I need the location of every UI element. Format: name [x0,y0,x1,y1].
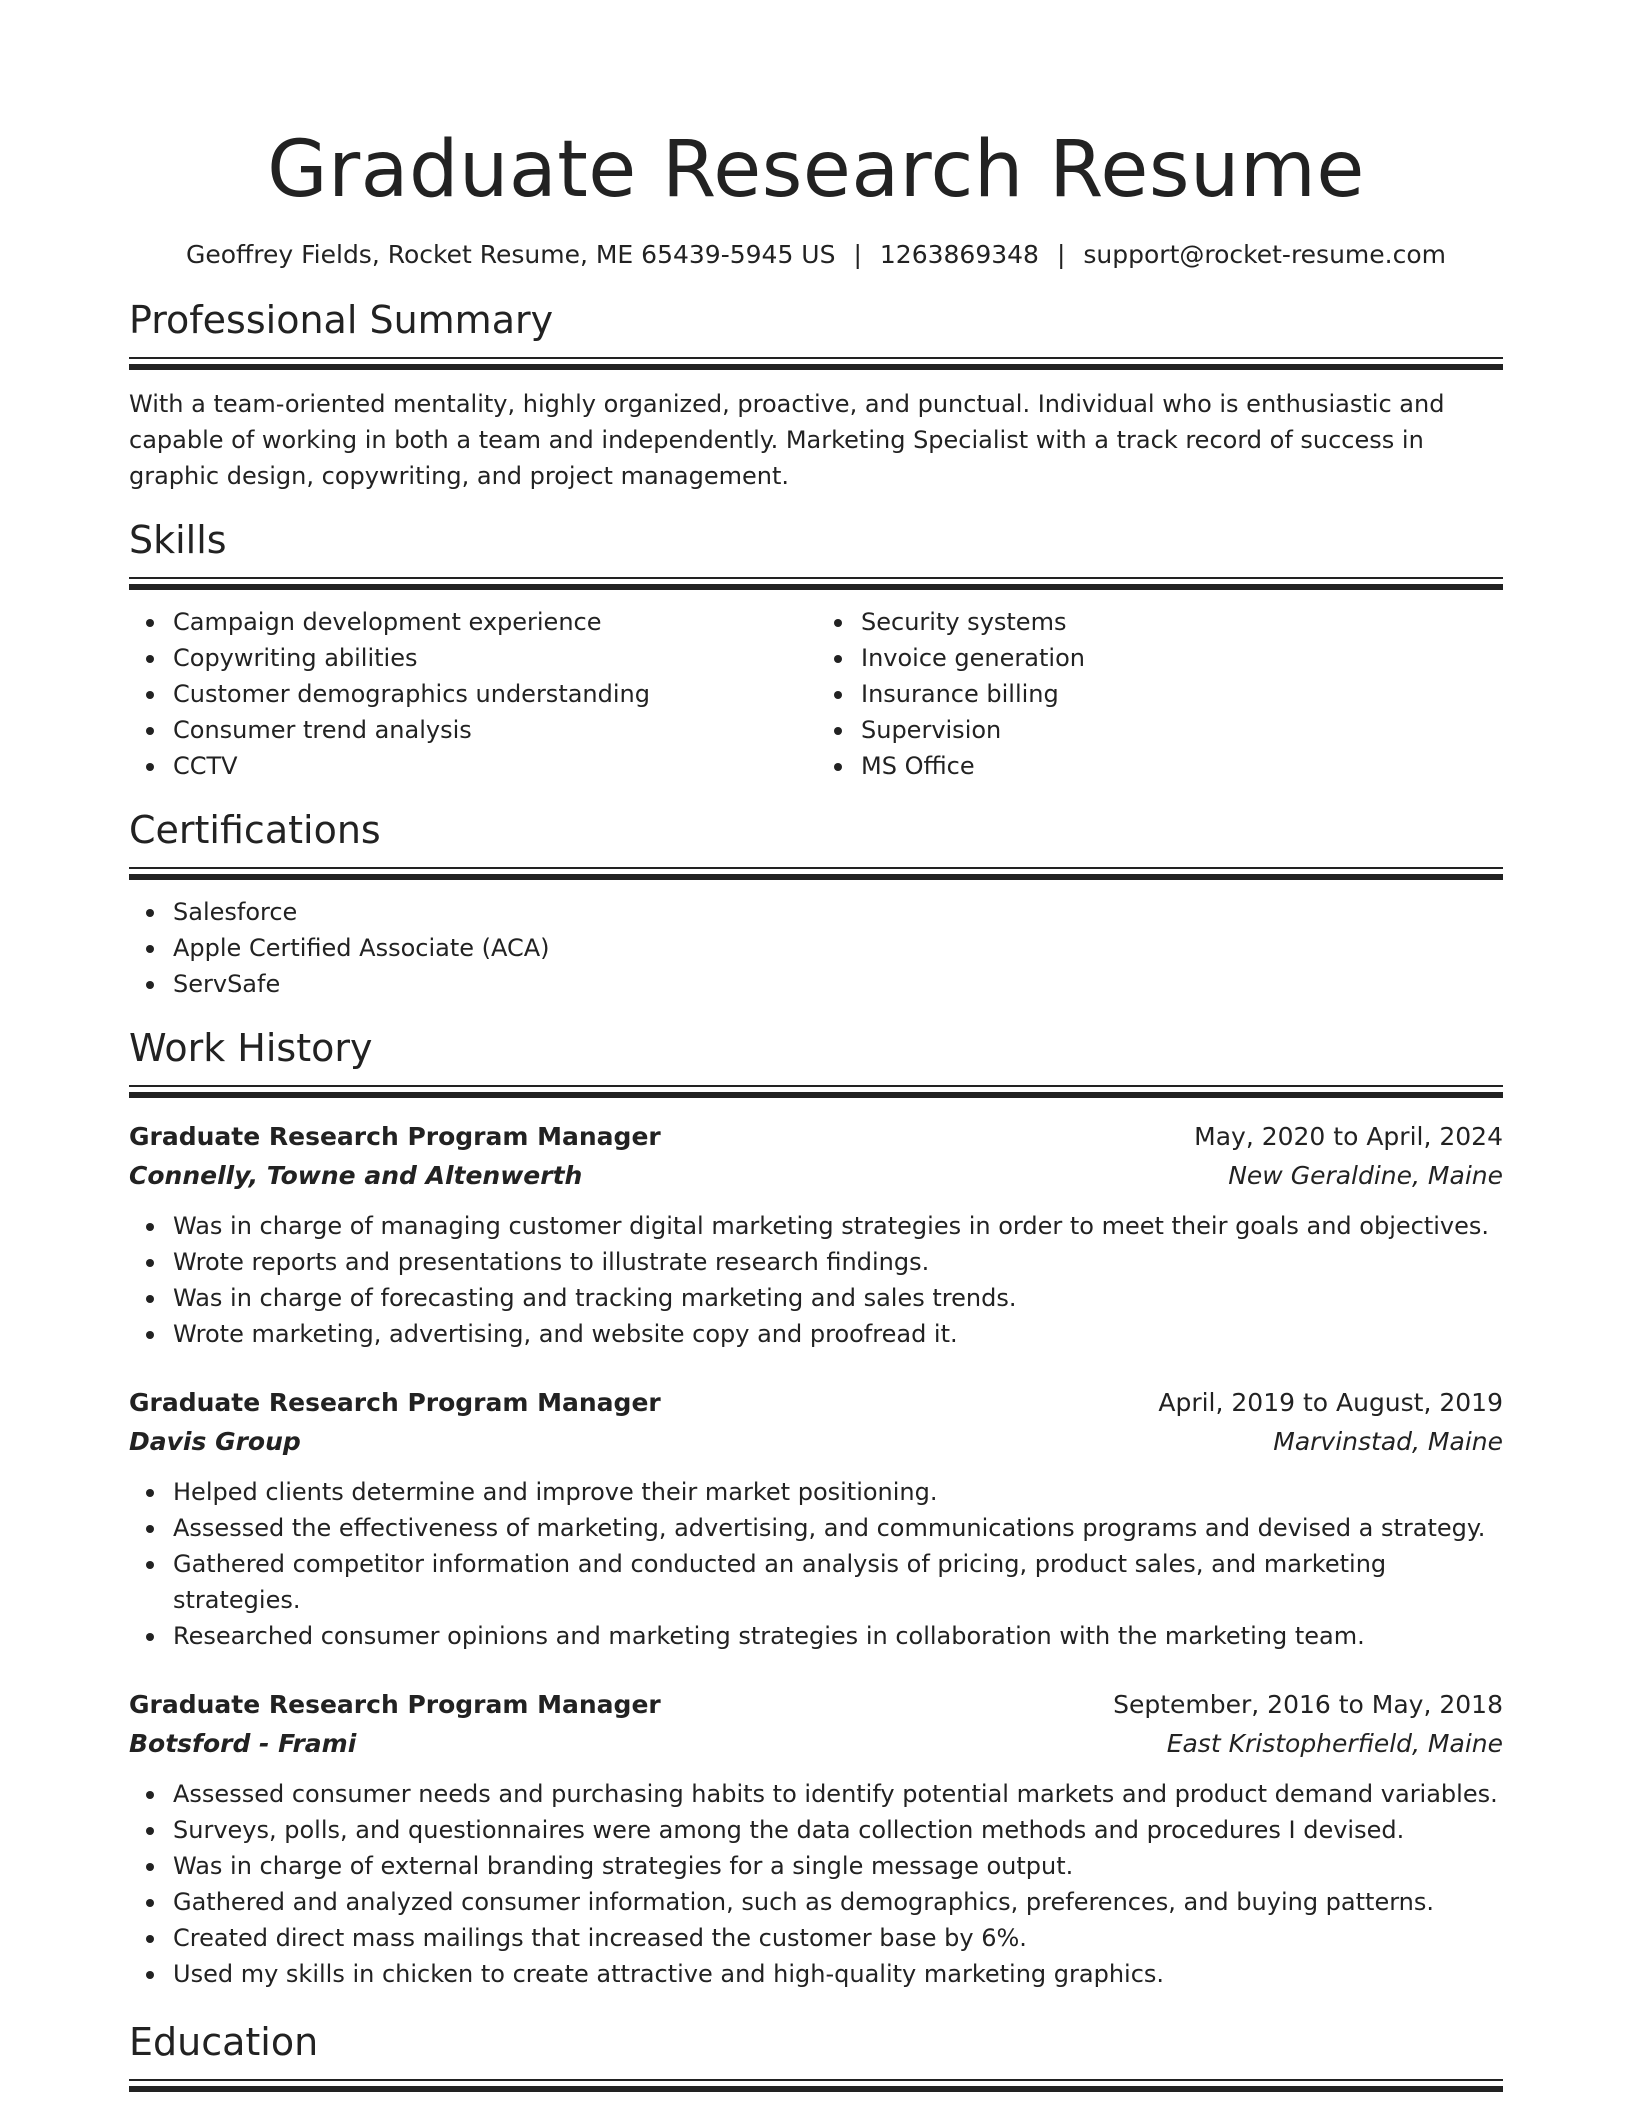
section-heading-summary: Professional Summary [129,298,554,342]
job-company-row [129,1156,1503,1196]
job-location: New Geraldine, Maine [1228,1161,1503,1190]
skills-list-left [129,604,816,784]
section-heading-skills: Skills [129,518,227,562]
job-title: Graduate Research Program Manager [129,1690,661,1719]
job-company-row [129,1724,1503,1764]
skill-item: Invoice generation [861,640,1503,676]
job-bullet-list [129,1474,1503,1654]
job-entry [129,1686,1503,1992]
section-divider [129,2079,1503,2092]
job-bullet: Wrote marketing, advertising, and website copy and proofread it. [173,1316,1503,1352]
job-bullet: Assessed consumer needs and purchasing habits to identify potential markets and product demand variables. [173,1776,1503,1812]
job-title: Graduate Research Program Manager [129,1122,661,1151]
job-header-row [129,1118,1503,1156]
contact-phone: 1263869348 [879,240,1039,269]
section-divider [129,1085,1503,1098]
job-bullet: Researched consumer opinions and marketing strategies in collaboration with the marketing team. [173,1618,1503,1654]
contact-line [129,238,1503,272]
job-header-row [129,1686,1503,1724]
job-dates: September, 2016 to May, 2018 [1113,1690,1503,1719]
work-history-section [129,1024,1503,1992]
job-company: Botsford - Frami [129,1729,357,1758]
job-bullet: Surveys, polls, and questionnaires were among the data collection methods and procedures I devised. [173,1812,1503,1848]
skill-item: Security systems [861,604,1503,640]
skills-list-right [816,604,1503,784]
skills-grid [129,590,1503,784]
skill-item: Copywriting abilities [173,640,816,676]
skill-item: Consumer trend analysis [173,712,816,748]
job-company: Davis Group [129,1427,301,1456]
resume-title: Graduate Research Resume [267,125,1365,215]
contact-separator: | [1056,240,1066,269]
section-divider [129,357,1503,370]
job-bullet-list [129,1776,1503,1992]
certifications-section [129,806,1503,1002]
certification-item: ServSafe [173,966,1503,1002]
job-bullet: Assessed the effectiveness of marketing, advertising, and communications programs and devised a strategy. [173,1510,1503,1546]
certifications-list [129,894,1503,1002]
skill-item: Insurance billing [861,676,1503,712]
job-bullet-list [129,1208,1503,1352]
job-bullet: Wrote reports and presentations to illustrate research findings. [173,1244,1503,1280]
job-bullet: Gathered competitor information and conducted an analysis of pricing, product sales, and marketing strategies. [173,1546,1503,1618]
job-location: Marvinstad, Maine [1273,1427,1503,1456]
job-bullet: Helped clients determine and improve their market positioning. [173,1474,1503,1510]
section-heading-work-history: Work History [129,1026,373,1070]
skill-item: MS Office [861,748,1503,784]
job-dates: May, 2020 to April, 2024 [1194,1122,1503,1151]
section-heading-certifications: Certifications [129,808,381,852]
section-divider [129,577,1503,590]
job-dates: April, 2019 to August, 2019 [1158,1388,1503,1417]
job-title: Graduate Research Program Manager [129,1388,661,1417]
skills-section [129,516,1503,784]
skill-item: Supervision [861,712,1503,748]
education-section [129,2018,1503,2092]
certification-item: Apple Certified Associate (ACA) [173,930,1503,966]
job-entry [129,1118,1503,1352]
certification-item: Salesforce [173,894,1503,930]
job-location: East Kristopherfield, Maine [1166,1729,1503,1758]
job-bullet: Gathered and analyzed consumer information, such as demographics, preferences, and buying patterns. [173,1884,1503,1920]
section-divider [129,867,1503,880]
job-bullet: Was in charge of forecasting and tracking marketing and sales trends. [173,1280,1503,1316]
contact-email: support@rocket-resume.com [1083,240,1447,269]
job-bullet: Created direct mass mailings that increased the customer base by 6%. [173,1920,1503,1956]
section-heading-education: Education [129,2020,319,2064]
job-entry [129,1384,1503,1654]
job-bullet: Used my skills in chicken to create attractive and high-quality marketing graphics. [173,1956,1503,1992]
job-company: Connelly, Towne and Altenwerth [129,1161,583,1190]
summary-section [129,296,1503,494]
job-company-row [129,1422,1503,1462]
job-bullet: Was in charge of managing customer digital marketing strategies in order to meet their goals and objectives. [173,1208,1503,1244]
contact-address: Geoffrey Fields, Rocket Resume, ME 65439-5945 US [185,240,836,269]
summary-text: With a team-oriented mentality, highly organized, proactive, and punctual. Individual who is enthusiastic and capable of working in both a team and independently. Marketing Specialist with a track record of success in graphic design, copywriting, and project management. [129,390,1445,490]
job-header-row [129,1384,1503,1422]
job-bullet: Was in charge of external branding strategies for a single message output. [173,1848,1503,1884]
skill-item: CCTV [173,748,816,784]
skill-item: Campaign development experience [173,604,816,640]
contact-separator: | [853,240,862,269]
skill-item: Customer demographics understanding [173,676,816,712]
